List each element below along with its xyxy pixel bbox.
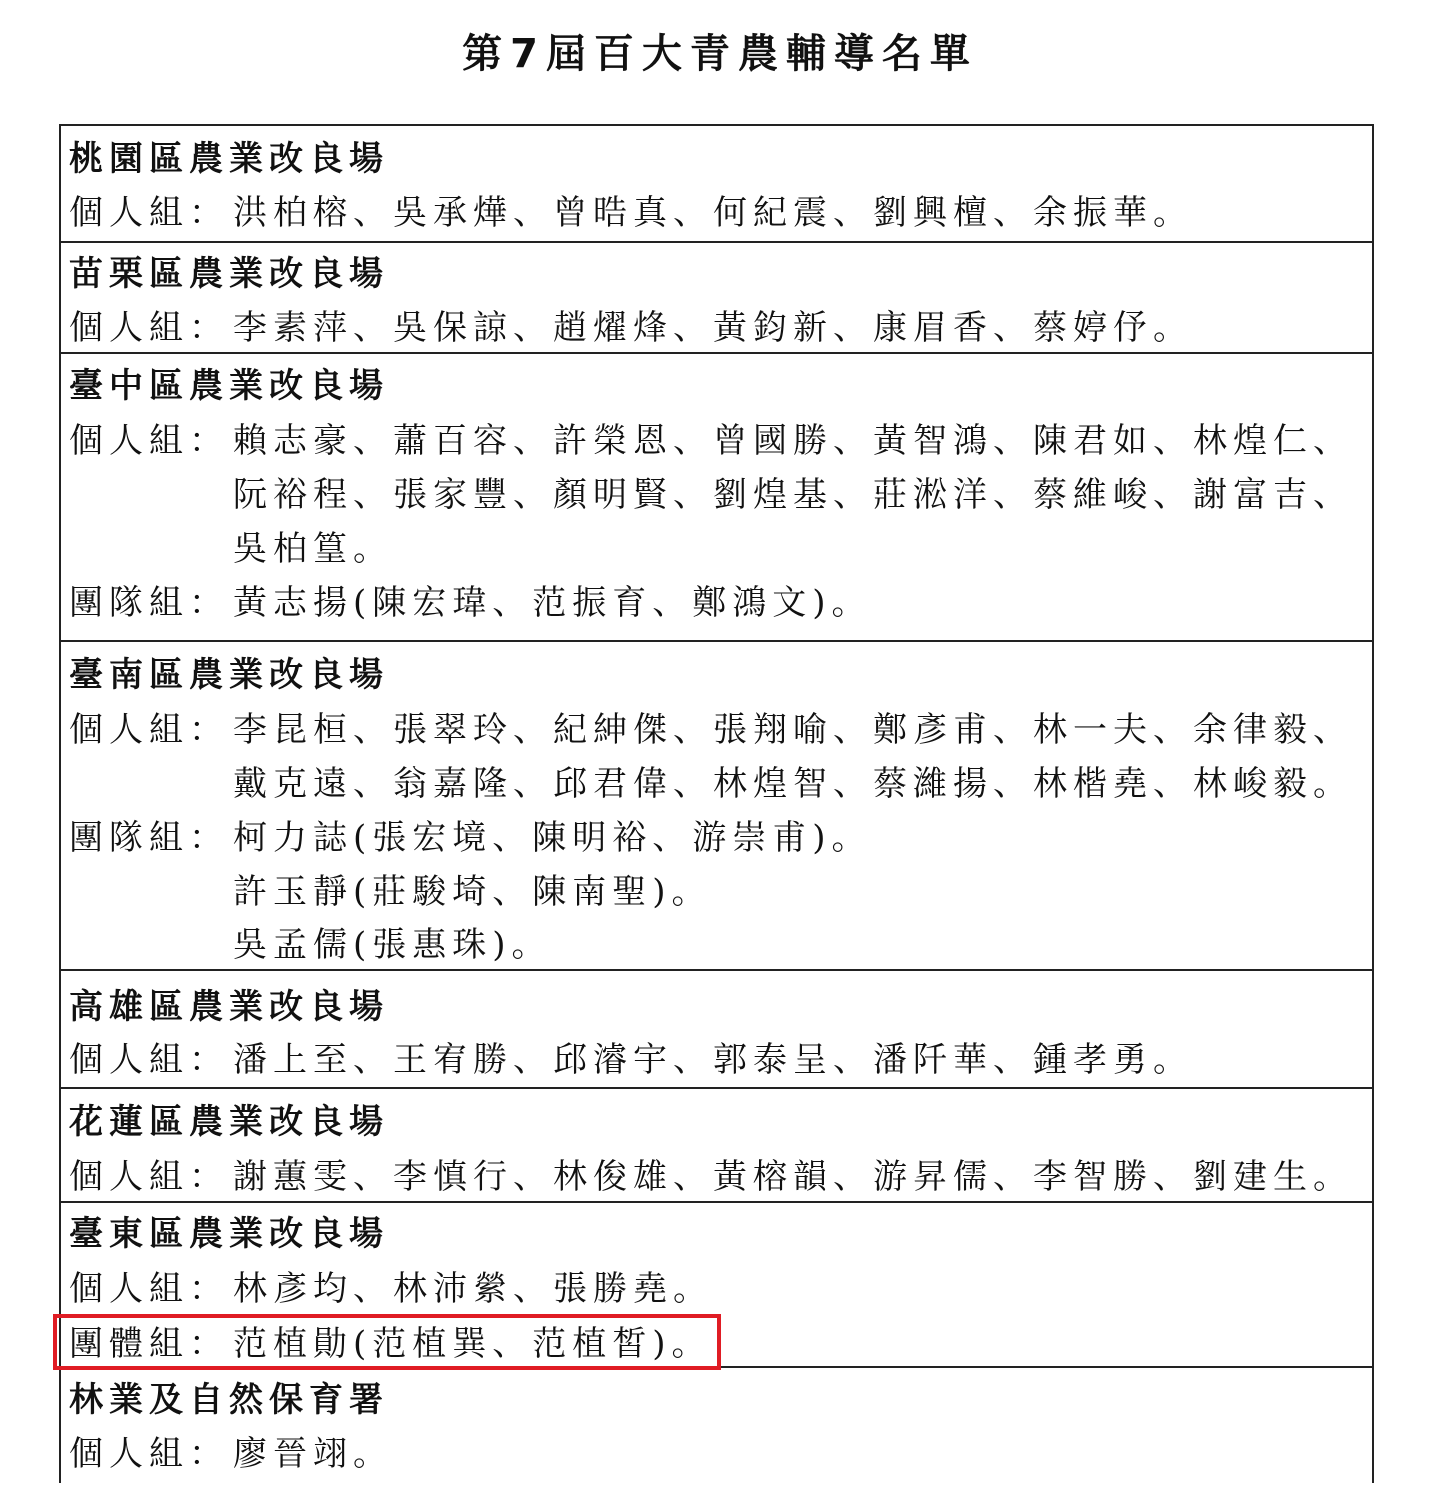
group-label: 團隊組：: [69, 818, 229, 858]
unit-name: 臺東區農業改良場: [69, 1214, 389, 1254]
section-tainan: [61, 642, 1372, 971]
unit-name: 桃園區農業改良場: [69, 139, 389, 179]
group-line: [69, 1427, 393, 1481]
member-list: 范植勛(范植巽、范植皙)。: [233, 1324, 712, 1364]
unit-name: 林業及自然保育署: [69, 1380, 389, 1420]
member-list: 洪柏榕、吳承燁、曾晧真、何紀震、劉興檀、余振華。: [233, 193, 1193, 233]
member-list: 林彥均、林沛縈、張勝堯。: [233, 1269, 713, 1309]
group-label: 個人組：: [69, 1434, 229, 1474]
group-line: [69, 576, 872, 630]
unit-name: 花蓮區農業改良場: [69, 1102, 389, 1142]
member-list: 黃志揚(陳宏瑋、范振育、鄭鴻文)。: [233, 583, 872, 623]
member-list-continued: 吳孟儒(張惠珠)。: [233, 925, 552, 965]
member-list-continued: 吳柏篁。: [233, 529, 393, 569]
group-line: [69, 1150, 1353, 1204]
roster-table: [59, 124, 1374, 1483]
group-line: [69, 1033, 1193, 1087]
member-list: 李素萍、吳保諒、趙燿烽、黃鈞新、康眉香、蔡婷伃。: [233, 308, 1193, 348]
group-label: 個人組：: [69, 1269, 229, 1309]
group-line: [69, 301, 1193, 355]
member-list: 柯力誌(張宏境、陳明裕、游崇甫)。: [233, 818, 872, 858]
unit-name: 苗栗區農業改良場: [69, 254, 389, 294]
group-line: [69, 414, 1353, 468]
group-label: 團隊組：: [69, 583, 229, 623]
member-list: 李昆桓、張翠玲、紀紳傑、張翔喻、鄭彥甫、林一夫、余律毅、: [233, 710, 1353, 750]
member-list: 賴志豪、蕭百容、許榮恩、曾國勝、黃智鴻、陳君如、林煌仁、: [233, 421, 1353, 461]
group-line: [69, 703, 1353, 757]
section-taichung: [61, 354, 1372, 642]
member-list-continued: 阮裕程、張家豐、顏明賢、劉煌基、莊淞洋、蔡維峻、謝富吉、: [233, 475, 1353, 515]
unit-name: 臺中區農業改良場: [69, 366, 389, 406]
unit-name: 高雄區農業改良場: [69, 987, 389, 1027]
group-label: 團體組：: [69, 1324, 229, 1364]
member-list: 潘上至、王宥勝、邱濬宇、郭泰呈、潘阡華、鍾孝勇。: [233, 1040, 1193, 1080]
group-label: 個人組：: [69, 1157, 229, 1197]
group-label: 個人組：: [69, 193, 229, 233]
member-list: 廖晉翊。: [233, 1434, 393, 1474]
section-miaoli: [61, 243, 1372, 354]
section-kaohsiung: [61, 971, 1372, 1089]
section-hualien: [61, 1089, 1372, 1203]
page-title: 第7屆百大青農輔導名單: [462, 31, 978, 77]
unit-name: 臺南區農業改良場: [69, 655, 389, 695]
member-list: 謝蕙雯、李慎行、林俊雄、黃榕韻、游昇儒、李智勝、劉建生。: [233, 1157, 1353, 1197]
group-label: 個人組：: [69, 710, 229, 750]
group-line: [69, 1262, 713, 1316]
group-label: 個人組：: [69, 1040, 229, 1080]
group-label: 個人組：: [69, 308, 229, 348]
group-label: 個人組：: [69, 421, 229, 461]
section-taoyuan: [61, 126, 1372, 243]
group-line: [69, 186, 1193, 240]
group-line: [69, 811, 872, 865]
highlight-box: [53, 1314, 721, 1370]
member-list-continued: 許玉靜(莊駿埼、陳南聖)。: [233, 872, 712, 912]
member-list-continued: 戴克遠、翁嘉隆、邱君偉、林煌智、蔡濰揚、林楷堯、林峻毅。: [233, 764, 1353, 804]
section-forestry: [61, 1368, 1372, 1485]
